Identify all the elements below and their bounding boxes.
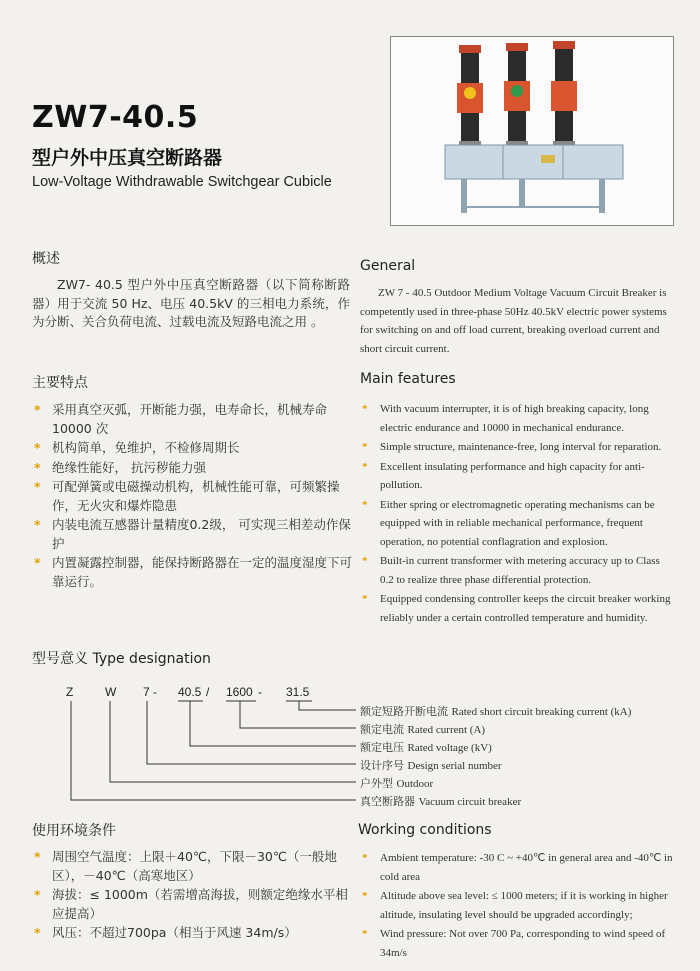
type-code-z: Z (66, 685, 74, 699)
list-item: * 海拔：≤ 1000m（若需增高海拔，则额定绝缘水平相应提高） (32, 886, 352, 923)
list-item: * Altitude above sea level: ≤ 1000 meters; if it is working in higher altitude, insulating level should be upgraded accordingly; (360, 887, 676, 924)
type-code-7: 7 (143, 685, 150, 699)
general-text-en: ZW 7 - 40.5 Outdoor Medium Voltage Vacuum Circuit Breaker is competently used in three-phase 50Hz 40.5kV electric power systems for switching on and off load current, breaking overload current and short circuit current. (360, 287, 667, 355)
list-item: * 内置凝露控制器，能保持断路器在一定的温度湿度下可靠运行。 (32, 554, 352, 591)
conditions-list-cn (32, 848, 352, 944)
features-heading-en: Main features (360, 371, 456, 387)
type-code-dash: - (153, 685, 157, 699)
conditions-list-en (360, 849, 676, 963)
legend-design-serial: 设计序号 Design serial number (360, 759, 502, 772)
list-item: * Built-in current transformer with metering accuracy up to Class 0.2 to realize three phase differential protection. (360, 552, 676, 589)
list-item: * 机构简单，免维护，不检修周期长 (32, 439, 352, 458)
legend-rated-current: 额定电流 Rated current (A) (360, 723, 486, 736)
list-item: * 周围空气温度：上限＋40℃，下限－30℃（一般地区），－40℃（高寒地区） (32, 848, 352, 885)
list-item: * Excellent insulating performance and high capacity for anti-pollution. (360, 458, 676, 495)
type-code-slash: / (206, 685, 210, 699)
list-item: * Either spring or electromagnetic operating mechanisms can be equipped with in reliable mechanical performance, frequent operation, no potential conflagration and explosion. (360, 496, 676, 552)
list-item: * 风压：不超过700pa（相当于风速 34m/s） (32, 924, 352, 943)
product-title-chinese: 型户外中压真空断路器 (32, 147, 223, 169)
legend-vacuum-breaker: 真空断路器 Vacuum circuit breaker (360, 795, 522, 808)
type-code-dash: - (258, 685, 262, 699)
list-item: * Ambient temperature: -30 C ~ +40℃ in general area and -40℃ in cold area (360, 849, 676, 886)
list-item: * 绝缘性能好， 抗污秽能力强 (32, 459, 352, 478)
list-item: * With vacuum interrupter, it is of high breaking capacity, long electric endurance and 10000 in mechanical endurance. (360, 400, 676, 437)
legend-breaking-current: 额定短路开断电流 Rated short circuit breaking current (kA) (360, 705, 632, 718)
product-model-title: ZW7-40.5 (32, 100, 199, 135)
type-designation-heading: 型号意义 Type designation (32, 651, 211, 667)
list-item: * Simple structure, maintenance-free, long interval for reparation. (360, 438, 676, 457)
legend-outdoor: 户外型 Outdoor (360, 777, 434, 790)
type-code-current: 1600 (226, 685, 253, 699)
list-item: * 可配弹簧或电磁操动机构，机械性能可靠，可频繁操作，无火灾和爆炸隐患 (32, 478, 352, 515)
product-title-english: Low-Voltage Withdrawable Switchgear Cubicle (32, 174, 332, 190)
legend-rated-voltage: 额定电压 Rated voltage (kV) (360, 741, 492, 754)
list-item: * 采用真空灭弧，开断能力强，电寿命长，机械寿命 10000 次 (32, 401, 352, 438)
features-heading-cn: 主要特点 (32, 375, 88, 391)
list-item: * Wind pressure: Not over 700 Pa, corresponding to wind speed of 34m/s (360, 925, 676, 962)
conditions-heading-en: Working conditions (358, 822, 492, 838)
list-item: * Equipped condensing controller keeps the circuit breaker working reliably under a certain controlled temperature and humidity. (360, 590, 676, 627)
list-item: * 内装电流互感器计量精度0.2级， 可实现三相差动作保护 (32, 516, 352, 553)
general-heading-cn: 概述 (32, 251, 60, 267)
general-text-cn: ZW7- 40.5 型户外中压真空断路器（以下简称断路器）用于交流 50 Hz、电压 40.5kV 的三相电力系统，作为分断、关合负荷电流、过载电流及短路电流之用 。 (32, 277, 350, 329)
type-code-w: W (105, 685, 117, 699)
type-code-breaking-current: 31.5 (286, 685, 310, 699)
general-heading-en: General (360, 258, 416, 274)
conditions-heading-cn: 使用环境条件 (32, 823, 116, 839)
type-code-voltage: 40.5 (178, 685, 202, 699)
